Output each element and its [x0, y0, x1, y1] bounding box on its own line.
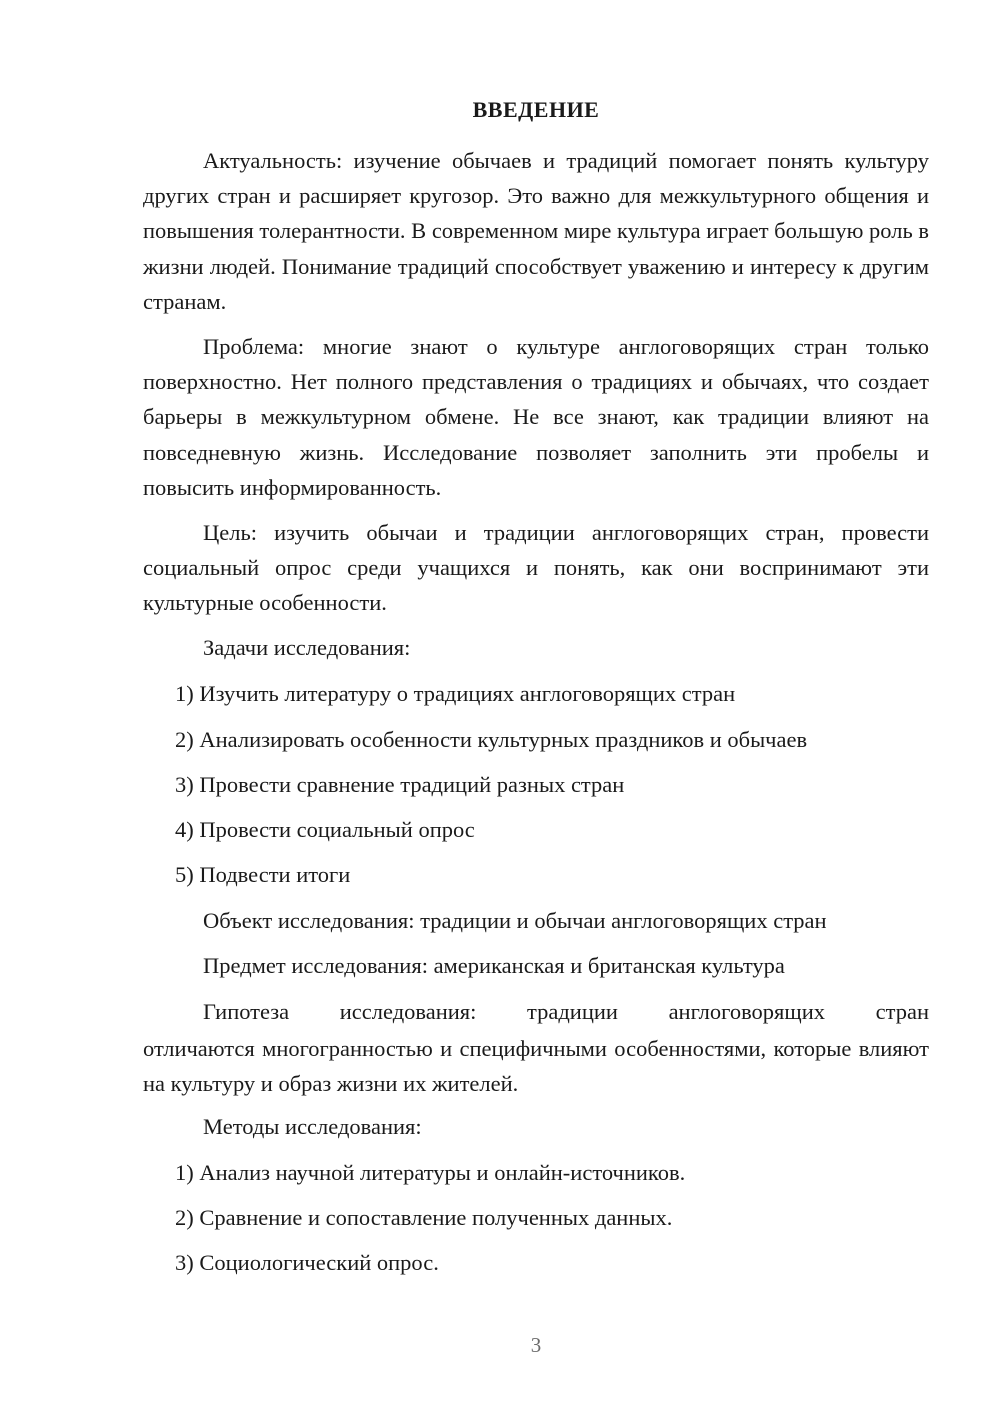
relevance-paragraph: Актуальность: изучение обычаев и традиций помогает понять культуру других стран и расширяет кругозор. Это важно для межкультурного общения и повышения толерантности. В современном мире культура играет большую роль в жизни людей. Понимание традиций способствует уважению и интересу к другим странам. — [143, 148, 929, 314]
task-item: 3) Провести сравнение традиций разных стран — [175, 772, 625, 797]
problem-paragraph: Проблема: многие знают о культуре англоговорящих стран только поверхностно. Нет полного представления о традициях и обычаях, что создает барьеры в межкультурном обмене. Не все знают, как традиции влияют на повседневную жизнь. Исследование позволяет заполнить эти пробелы и повысить информированность. — [143, 334, 929, 500]
tasks-label: Задачи исследования: — [203, 635, 411, 660]
task-item: 1) Изучить литературу о традициях англоговорящих стран — [175, 681, 736, 706]
method-item: 2) Сравнение и сопоставление полученных данных. — [175, 1205, 673, 1230]
method-item: 3) Социологический опрос. — [175, 1250, 439, 1275]
research-subject: Предмет исследования: американская и британская культура — [203, 953, 785, 978]
methods-label: Методы исследования: — [203, 1114, 422, 1139]
page-number: 3 — [530, 1333, 542, 1357]
task-item: 4) Провести социальный опрос — [175, 817, 475, 842]
method-item: 1) Анализ научной литературы и онлайн-источников. — [175, 1160, 686, 1185]
goal-paragraph: Цель: изучить обычаи и традиции англоговорящих стран, провести социальный опрос среди учащихся и понять, как они воспринимают эти культурные особенности. — [143, 520, 929, 616]
task-item: 5) Подвести итоги — [175, 862, 351, 887]
hypothesis-first-line: Гипотеза исследования: традиции англоговорящих стран — [203, 999, 929, 1024]
task-item: 2) Анализировать особенности культурных праздников и обычаев — [175, 727, 808, 752]
research-object: Объект исследования: традиции и обычаи англоговорящих стран — [203, 908, 827, 933]
section-heading: ВВЕДЕНИЕ — [472, 97, 600, 122]
hypothesis-continuation: отличаются многогранностью и специфичными особенностями, которые влияют на культуру и образ жизни их жителей. — [143, 1036, 929, 1097]
